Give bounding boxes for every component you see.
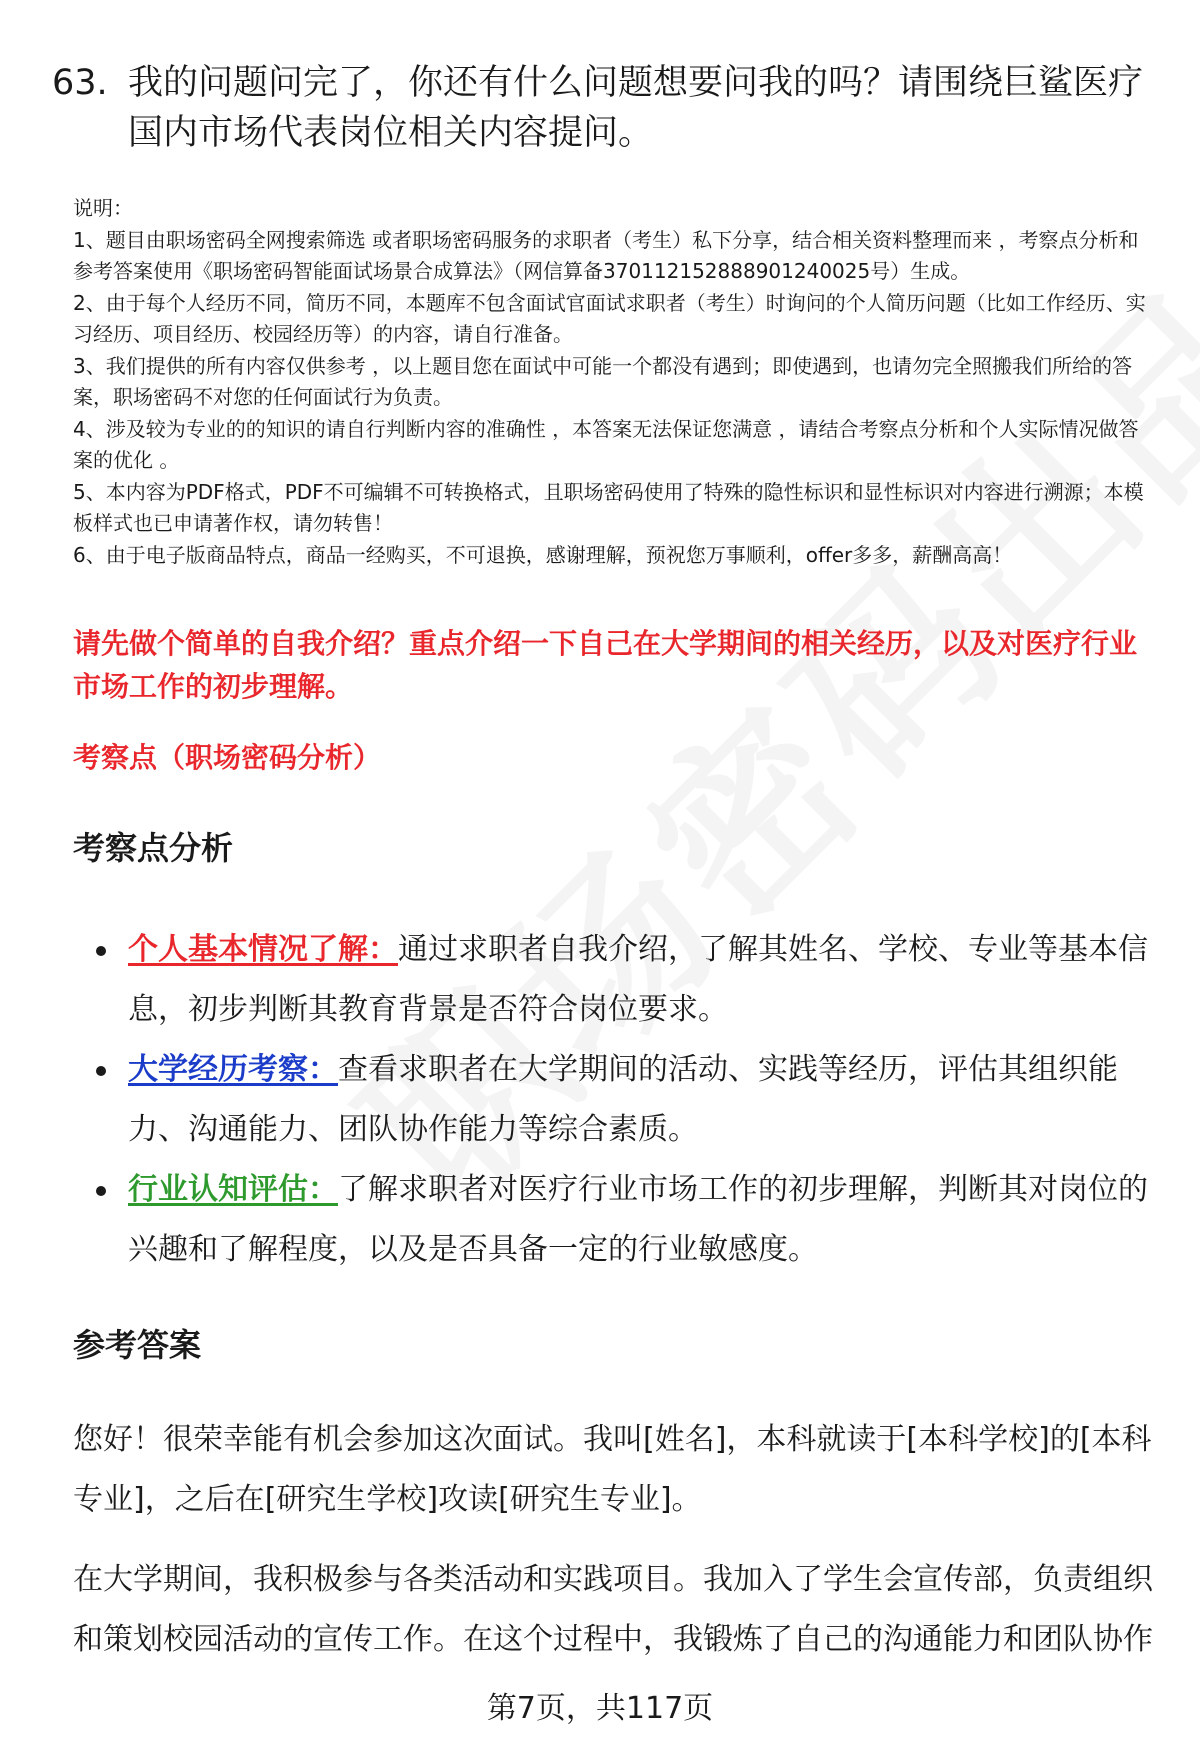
answer-body [73,1410,1158,1690]
notes-item: 5、本内容为PDF格式，PDF不可编辑不可转换格式，且职场密码使用了特殊的隐性标识和显性标识对内容进行溯源；本模板样式也已申请著作权，请勿转售！ [73,479,1144,535]
bullet-icon [96,1066,106,1076]
bullet-icon [96,1186,106,1196]
point-text: 了解求职者对医疗行业市场工作的初步理解，判断其对岗位的兴趣和了解程度，以及是否具备一定的行业敏感度。 [128,1172,1148,1267]
point-text: 查看求职者在大学期间的活动、实践等经历，评估其组织能力、沟通能力、团队协作能力等综合素质。 [128,1052,1118,1147]
point-keyword: 个人基本情况了解： [128,932,398,967]
list-item [96,1040,1156,1160]
question-text: 我的问题问完了，你还有什么问题想要问我的吗？请围绕巨鲨医疗国内市场代表岗位相关内容提问。 [128,63,1144,153]
notes-section [73,193,1158,571]
list-item [96,920,1156,1040]
list-item [96,1160,1156,1280]
point-text: 通过求职者自我介绍，了解其姓名、学校、专业等基本信息，初步判断其教育背景是否符合岗位要求。 [128,932,1148,1027]
question-number: 63. [52,63,108,103]
notes-item: 6、由于电子版商品特点，商品一经购买，不可退换，感谢理解，预祝您万事顺利，offer多多，薪酬高高！ [73,542,1013,567]
notes-item: 4、涉及较为专业的的知识的请自行判断内容的准确性 ，本答案无法保证您满意 ，请结合考察点分析和个人实际情况做答案的优化 。 [73,416,1139,472]
question-title [52,58,1152,158]
notes-item: 2、由于每个人经历不同，简历不同，本题库不包含面试官面试求职者（考生）时询问的个人简历问题（比如工作经历、实习经历、项目经历、校园经历等）的内容，请自行准备。 [73,290,1146,346]
prompt-question: 请先做个简单的自我介绍？重点介绍一下自己在大学期间的相关经历，以及对医疗行业市场工作的初步理解。 [73,627,1138,703]
analysis-list [96,920,1156,1280]
point-keyword: 行业认知评估： [128,1172,338,1207]
notes-item: 1、题目由职场密码全网搜索筛选 或者职场密码服务的求职者（考生）私下分享，结合相关资料整理而来 ，考察点分析和参考答案使用《职场密码智能面试场景合成算法》（网信算备370112152888901240025号）生成。 [73,227,1139,283]
interview-prompt [73,622,1158,779]
answer-paragraph: 您好！很荣幸能有机会参加这次面试。我叫[姓名]，本科就读于[本科学校]的[本科专业]，之后在[研究生学校]攻读[研究生专业]。 [73,1422,1152,1517]
bullet-icon [96,946,106,956]
answer-heading: 参考答案 [73,1326,202,1364]
point-keyword: 大学经历考察： [128,1052,338,1087]
notes-item: 3、我们提供的所有内容仅供参考 ，以上题目您在面试中可能一个都没有遇到；即使遇到，也请勿完全照搬我们所给的答案，职场密码不对您的任何面试行为负责。 [73,353,1133,409]
notes-title: 说明： [73,196,133,220]
answer-paragraph: 在大学期间，我积极参与各类活动和实践项目。我加入了学生会宣传部，负责组织和策划校园活动的宣传工作。在这个过程中，我锻炼了自己的沟通能力和团队协作 [73,1562,1153,1657]
page-footer: 第7页，共117页 [486,1691,714,1726]
prompt-analysis-heading: 考察点（职场密码分析） [73,741,382,774]
analysis-heading: 考察点分析 [73,829,234,867]
